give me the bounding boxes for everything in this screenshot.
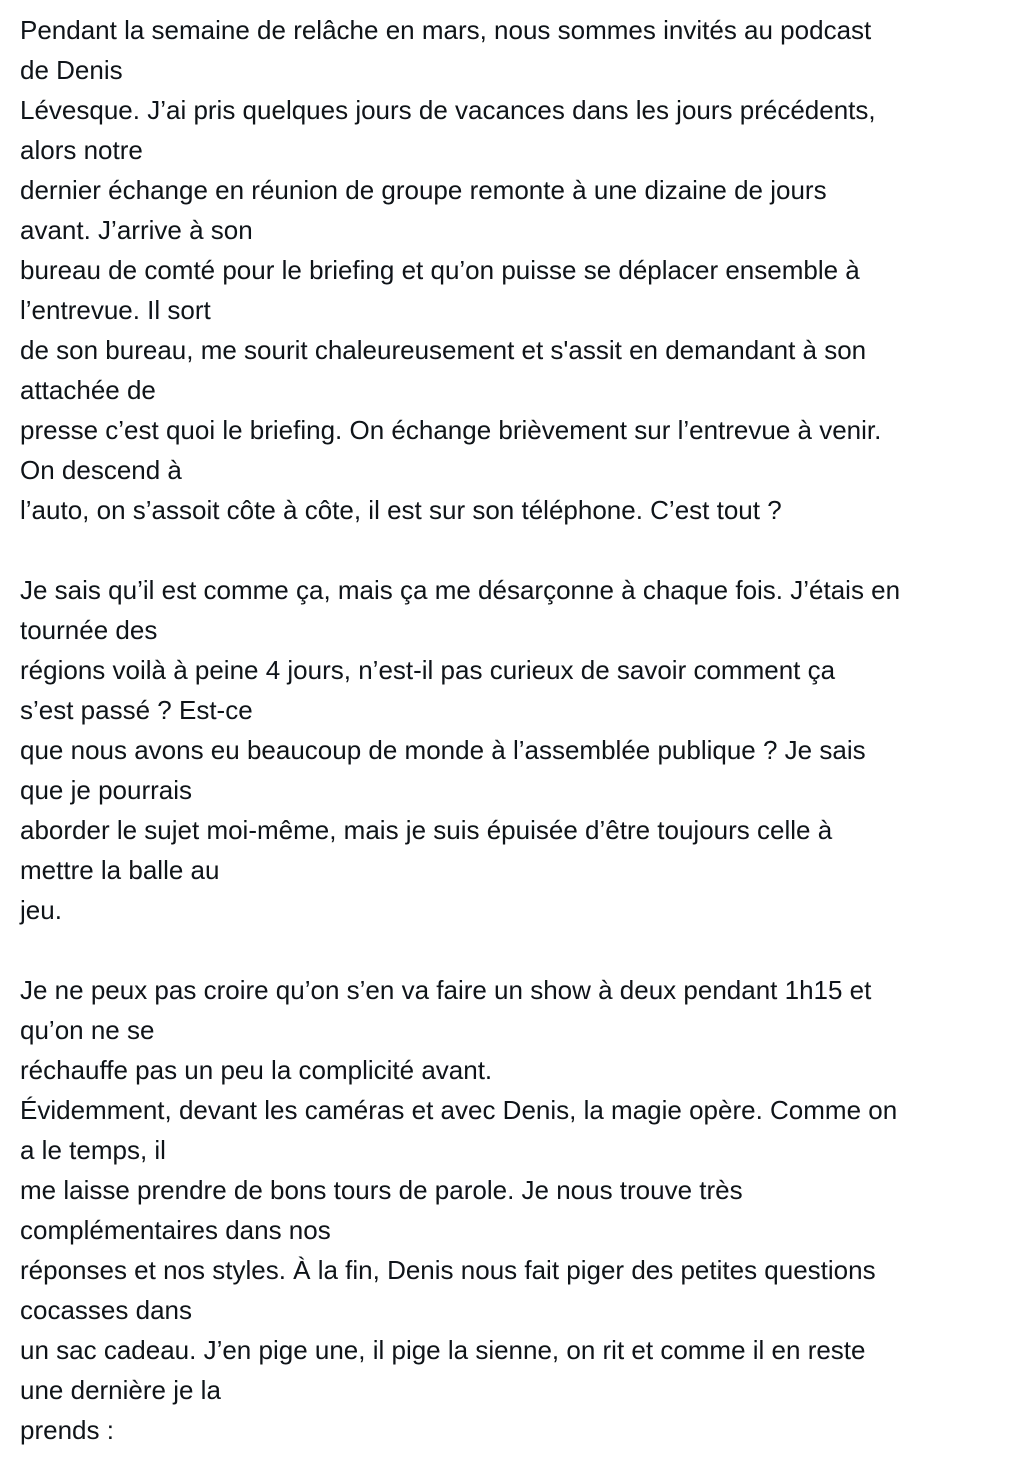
text-line: attachée de [20, 375, 156, 405]
text-line: prends : [20, 1415, 114, 1445]
text-line: de son bureau, me sourit chaleureusement et s'assit en demandant à son [20, 335, 867, 365]
text-line: aborder le sujet moi-même, mais je suis épuisée d’être toujours celle à [20, 815, 833, 845]
text-line: Pendant la semaine de relâche en mars, nous sommes invités au podcast [20, 15, 872, 45]
text-line: que nous avons eu beaucoup de monde à l’assemblée publique ? Je sais [20, 735, 866, 765]
text-line: jeu. [20, 895, 62, 925]
text-line: de Denis [20, 55, 123, 85]
text-line: mettre la balle au [20, 855, 220, 885]
text-line: réchauffe pas un peu la complicité avant. [20, 1055, 493, 1085]
text-line: avant. J’arrive à son [20, 215, 253, 245]
text-line: presse c’est quoi le briefing. On échange brièvement sur l’entrevue à venir. [20, 415, 882, 445]
blank-line [20, 530, 995, 570]
text-line: une dernière je la [20, 1375, 221, 1405]
text-line: l’entrevue. Il sort [20, 295, 211, 325]
text-line: bureau de comté pour le briefing et qu’on puisse se déplacer ensemble à [20, 255, 860, 285]
text-line: dernier échange en réunion de groupe remonte à une dizaine de jours [20, 175, 827, 205]
text-line: l’auto, on s’assoit côte à côte, il est sur son téléphone. C’est tout ? [20, 495, 782, 525]
text-line: qu’on ne se [20, 1015, 155, 1045]
text-line: s’est passé ? Est-ce [20, 695, 253, 725]
text-line: cocasses dans [20, 1295, 192, 1325]
text-line: Évidemment, devant les caméras et avec Denis, la magie opère. Comme on [20, 1095, 898, 1125]
text-line: réponses et nos styles. À la fin, Denis nous fait piger des petites questions [20, 1255, 876, 1285]
post-text [20, 10, 995, 1450]
text-line: alors notre [20, 135, 143, 165]
text-line: un sac cadeau. J’en pige une, il pige la sienne, on rit et comme il en reste [20, 1335, 866, 1365]
text-line: tournée des [20, 615, 158, 645]
text-line: a le temps, il [20, 1135, 166, 1165]
text-line: On descend à [20, 455, 182, 485]
blank-line [20, 930, 995, 970]
text-line: me laisse prendre de bons tours de parole. Je nous trouve très [20, 1175, 743, 1205]
text-line: complémentaires dans nos [20, 1215, 331, 1245]
text-line: que je pourrais [20, 775, 192, 805]
text-line: Je sais qu’il est comme ça, mais ça me désarçonne à chaque fois. J’étais en [20, 575, 901, 605]
text-line: régions voilà à peine 4 jours, n’est-il pas curieux de savoir comment ça [20, 655, 836, 685]
text-line: Lévesque. J’ai pris quelques jours de vacances dans les jours précédents, [20, 95, 876, 125]
text-line: Je ne peux pas croire qu’on s’en va faire un show à deux pendant 1h15 et [20, 975, 872, 1005]
